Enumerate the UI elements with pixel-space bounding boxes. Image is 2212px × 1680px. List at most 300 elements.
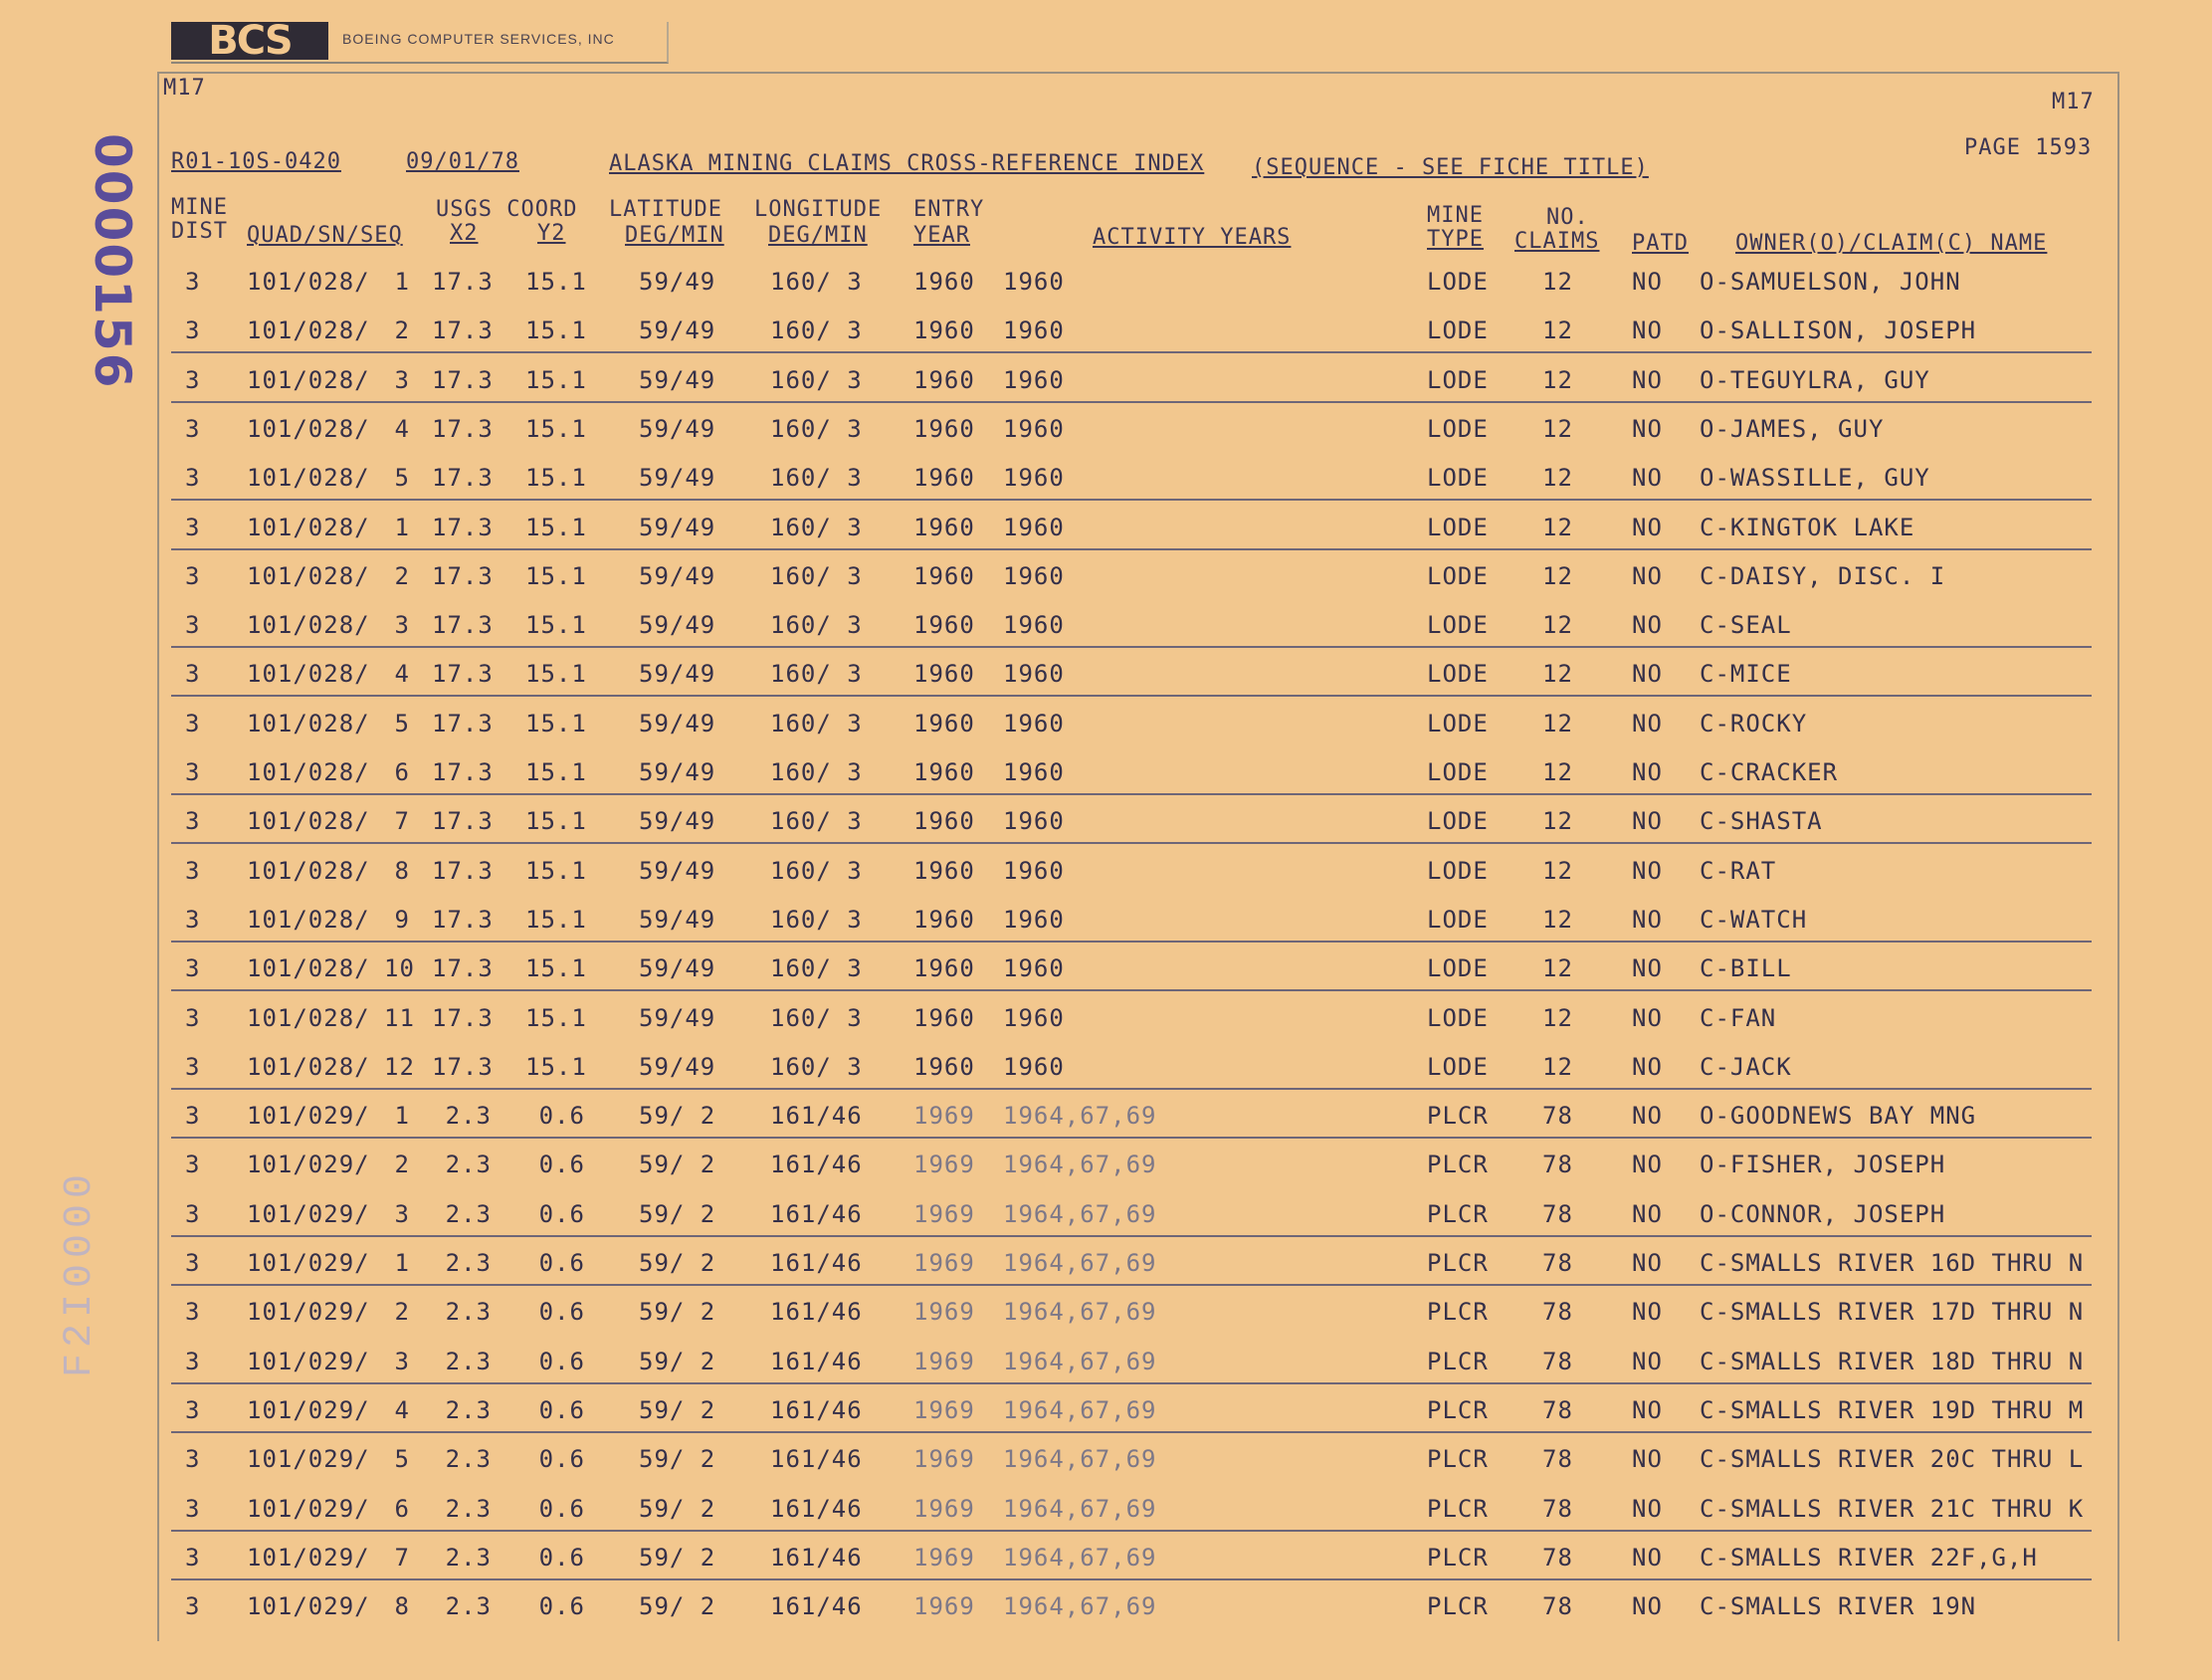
cell-y2: 15.1 xyxy=(525,905,587,934)
cell-activity-years: 1960 xyxy=(1003,807,1065,836)
cell-y2: 15.1 xyxy=(525,561,587,590)
cell-claim-name: C-SMALLS RIVER 19D THRU M xyxy=(1700,1395,2085,1424)
col-mine-type-1: MINE xyxy=(1427,203,1484,228)
cell-latitude: 59/ 2 xyxy=(639,1347,716,1375)
cell-longitude: 160/ 3 xyxy=(770,1052,863,1081)
cell-entry-year: 1960 xyxy=(913,1052,975,1081)
cell-entry-year: 1960 xyxy=(913,414,975,443)
cell-mine-type: LODE xyxy=(1427,464,1489,493)
table-row xyxy=(171,703,2092,744)
cell-y2: 15.1 xyxy=(525,709,587,737)
cell-x2: 17.3 xyxy=(432,660,494,689)
cell-seq: 1 xyxy=(394,513,410,541)
cell-x2: 17.3 xyxy=(432,464,494,493)
cell-claim-name: C-SMALLS RIVER 17D THRU N xyxy=(1700,1298,2085,1327)
cell-latitude: 59/ 2 xyxy=(639,1151,716,1179)
cell-quad: 101/028/ xyxy=(247,464,370,493)
table-row xyxy=(171,604,2092,648)
cell-x2: 2.3 xyxy=(445,1543,492,1572)
cell-latitude: 59/49 xyxy=(639,905,716,934)
cell-quad: 101/028/ xyxy=(247,856,370,885)
cell-patd: NO xyxy=(1632,365,1663,394)
cell-no-claims: 78 xyxy=(1542,1543,1573,1572)
cell-mine-dist: 3 xyxy=(185,807,201,836)
cell-seq: 5 xyxy=(394,1445,410,1474)
cell-mine-dist: 3 xyxy=(185,954,201,983)
cell-patd: NO xyxy=(1632,1543,1663,1572)
cell-mine-type: PLCR xyxy=(1427,1494,1489,1523)
cell-claim-name: C-SMALLS RIVER 18D THRU N xyxy=(1700,1347,2085,1375)
cell-seq: 1 xyxy=(394,1249,410,1277)
cell-activity-years: 1960 xyxy=(1003,1052,1065,1081)
cell-claim-name: C-SHASTA xyxy=(1700,807,1823,836)
cell-no-claims: 78 xyxy=(1542,1347,1573,1375)
cell-seq: 11 xyxy=(384,1003,415,1032)
cell-x2: 2.3 xyxy=(445,1592,492,1621)
col-owner-claim-name: OWNER(O)/CLAIM(C) NAME xyxy=(1735,231,2048,256)
cell-mine-type: LODE xyxy=(1427,1052,1489,1081)
cell-entry-year: 1960 xyxy=(913,365,975,394)
cell-y2: 15.1 xyxy=(525,660,587,689)
cell-no-claims: 78 xyxy=(1542,1151,1573,1179)
table-row xyxy=(171,1046,2092,1090)
col-no-claims-2: CLAIMS xyxy=(1514,229,1600,254)
cell-no-claims: 78 xyxy=(1542,1298,1573,1327)
cell-longitude: 160/ 3 xyxy=(770,561,863,590)
cell-longitude: 160/ 3 xyxy=(770,954,863,983)
report-title: ALASKA MINING CLAIMS CROSS-REFERENCE INDEX xyxy=(609,151,1205,176)
cell-mine-dist: 3 xyxy=(185,1543,201,1572)
cell-claim-name: O-CONNOR, JOSEPH xyxy=(1700,1199,1946,1228)
cell-entry-year: 1960 xyxy=(913,464,975,493)
report-date: 09/01/78 xyxy=(406,149,519,174)
table-row xyxy=(171,1585,2092,1627)
cell-y2: 0.6 xyxy=(538,1151,585,1179)
cell-x2: 17.3 xyxy=(432,561,494,590)
cell-patd: NO xyxy=(1632,1052,1663,1081)
cell-latitude: 59/ 2 xyxy=(639,1298,716,1327)
company-logo-bar xyxy=(171,18,669,64)
cell-mine-dist: 3 xyxy=(185,1592,201,1621)
table-row xyxy=(171,899,2092,943)
cell-entry-year: 1960 xyxy=(913,561,975,590)
cell-no-claims: 12 xyxy=(1542,316,1573,345)
cell-activity-years: 1964,67,69 xyxy=(1003,1151,1157,1179)
cell-longitude: 161/46 xyxy=(770,1298,863,1327)
cell-entry-year: 1969 xyxy=(913,1592,975,1621)
cell-claim-name: C-DAISY, DISC. I xyxy=(1700,561,1946,590)
cell-quad: 101/029/ xyxy=(247,1102,370,1131)
cell-patd: NO xyxy=(1632,954,1663,983)
cell-claim-name: C-MICE xyxy=(1700,660,1792,689)
table-row xyxy=(171,408,2092,450)
cell-mine-dist: 3 xyxy=(185,1052,201,1081)
table-row xyxy=(171,310,2092,353)
cell-latitude: 59/49 xyxy=(639,709,716,737)
cell-x2: 17.3 xyxy=(432,758,494,786)
col-quad: QUAD/SN/SEQ xyxy=(247,223,403,248)
cell-entry-year: 1960 xyxy=(913,807,975,836)
cell-no-claims: 12 xyxy=(1542,954,1573,983)
cell-entry-year: 1960 xyxy=(913,709,975,737)
cell-entry-year: 1969 xyxy=(913,1395,975,1424)
cell-entry-year: 1969 xyxy=(913,1249,975,1277)
cell-mine-type: LODE xyxy=(1427,660,1489,689)
cell-quad: 101/029/ xyxy=(247,1199,370,1228)
cell-mine-type: LODE xyxy=(1427,905,1489,934)
cell-latitude: 59/ 2 xyxy=(639,1249,716,1277)
cell-x2: 17.3 xyxy=(432,709,494,737)
cell-x2: 17.3 xyxy=(432,365,494,394)
cell-latitude: 59/ 2 xyxy=(639,1592,716,1621)
cell-patd: NO xyxy=(1632,1102,1663,1131)
cell-activity-years: 1964,67,69 xyxy=(1003,1592,1157,1621)
cell-activity-years: 1960 xyxy=(1003,709,1065,737)
table-row xyxy=(171,555,2092,597)
cell-entry-year: 1960 xyxy=(913,660,975,689)
cell-mine-dist: 3 xyxy=(185,1199,201,1228)
cell-activity-years: 1960 xyxy=(1003,758,1065,786)
cell-seq: 8 xyxy=(394,1592,410,1621)
cell-longitude: 160/ 3 xyxy=(770,807,863,836)
cell-mine-dist: 3 xyxy=(185,316,201,345)
cell-mine-type: LODE xyxy=(1427,365,1489,394)
cell-patd: NO xyxy=(1632,464,1663,493)
cell-latitude: 59/49 xyxy=(639,758,716,786)
col-longitude: LONGITUDE xyxy=(754,197,883,222)
side-code-text: F2I0000 xyxy=(58,1167,102,1377)
cell-longitude: 160/ 3 xyxy=(770,660,863,689)
cell-latitude: 59/49 xyxy=(639,1052,716,1081)
table-row xyxy=(171,1488,2092,1532)
cell-activity-years: 1964,67,69 xyxy=(1003,1298,1157,1327)
cell-no-claims: 12 xyxy=(1542,464,1573,493)
cell-quad: 101/029/ xyxy=(247,1298,370,1327)
cell-entry-year: 1969 xyxy=(913,1543,975,1572)
cell-activity-years: 1960 xyxy=(1003,954,1065,983)
cell-entry-year: 1960 xyxy=(913,513,975,541)
cell-latitude: 59/49 xyxy=(639,268,716,296)
cell-y2: 0.6 xyxy=(538,1592,585,1621)
cell-seq: 1 xyxy=(394,1102,410,1131)
col-mine-dist-1: MINE xyxy=(171,195,228,220)
cell-mine-dist: 3 xyxy=(185,1347,201,1375)
cell-latitude: 59/49 xyxy=(639,807,716,836)
cell-quad: 101/028/ xyxy=(247,1003,370,1032)
cell-claim-name: O-FISHER, JOSEPH xyxy=(1700,1151,1946,1179)
table-row xyxy=(171,1193,2092,1237)
table-row xyxy=(171,457,2092,501)
cell-seq: 3 xyxy=(394,1199,410,1228)
cell-quad: 101/028/ xyxy=(247,709,370,737)
cell-activity-years: 1964,67,69 xyxy=(1003,1102,1157,1131)
cell-patd: NO xyxy=(1632,316,1663,345)
side-serial-text: 0000156 xyxy=(84,133,141,390)
cell-latitude: 59/49 xyxy=(639,954,716,983)
cell-seq: 7 xyxy=(394,807,410,836)
cell-seq: 7 xyxy=(394,1543,410,1572)
table-row xyxy=(171,751,2092,795)
sequence-note: (SEQUENCE - SEE FICHE TITLE) xyxy=(1252,155,1649,180)
cell-activity-years: 1960 xyxy=(1003,268,1065,296)
cell-mine-type: PLCR xyxy=(1427,1445,1489,1474)
cell-claim-name: O-SALLISON, JOSEPH xyxy=(1700,316,1977,345)
cell-y2: 15.1 xyxy=(525,1003,587,1032)
cell-patd: NO xyxy=(1632,1592,1663,1621)
col-y2: Y2 xyxy=(537,221,566,246)
cell-mine-type: PLCR xyxy=(1427,1199,1489,1228)
cell-quad: 101/028/ xyxy=(247,268,370,296)
cell-latitude: 59/49 xyxy=(639,513,716,541)
cell-mine-type: LODE xyxy=(1427,1003,1489,1032)
cell-no-claims: 78 xyxy=(1542,1395,1573,1424)
cell-no-claims: 12 xyxy=(1542,807,1573,836)
cell-mine-dist: 3 xyxy=(185,709,201,737)
table-row xyxy=(171,1438,2092,1480)
cell-claim-name: C-CRACKER xyxy=(1700,758,1839,786)
cell-claim-name: C-RAT xyxy=(1700,856,1777,885)
cell-mine-type: LODE xyxy=(1427,758,1489,786)
cell-mine-dist: 3 xyxy=(185,268,201,296)
cell-no-claims: 78 xyxy=(1542,1249,1573,1277)
cell-y2: 0.6 xyxy=(538,1199,585,1228)
cell-mine-type: LODE xyxy=(1427,807,1489,836)
cell-quad: 101/029/ xyxy=(247,1445,370,1474)
cell-mine-dist: 3 xyxy=(185,1298,201,1327)
cell-x2: 2.3 xyxy=(445,1199,492,1228)
cell-y2: 0.6 xyxy=(538,1445,585,1474)
cell-patd: NO xyxy=(1632,758,1663,786)
cell-quad: 101/028/ xyxy=(247,954,370,983)
cell-mine-type: PLCR xyxy=(1427,1298,1489,1327)
cell-quad: 101/029/ xyxy=(247,1494,370,1523)
col-activity-years: ACTIVITY YEARS xyxy=(1093,225,1292,250)
cell-x2: 2.3 xyxy=(445,1249,492,1277)
cell-mine-dist: 3 xyxy=(185,905,201,934)
page-number: PAGE 1593 xyxy=(1964,135,2093,160)
cell-claim-name: O-SAMUELSON, JOHN xyxy=(1700,268,1961,296)
cell-longitude: 160/ 3 xyxy=(770,709,863,737)
cell-y2: 0.6 xyxy=(538,1494,585,1523)
side-serial-stamp xyxy=(84,133,145,390)
cell-mine-dist: 3 xyxy=(185,1003,201,1032)
cell-quad: 101/028/ xyxy=(247,758,370,786)
cell-seq: 2 xyxy=(394,561,410,590)
cell-x2: 17.3 xyxy=(432,414,494,443)
cell-mine-dist: 3 xyxy=(185,414,201,443)
cell-mine-type: PLCR xyxy=(1427,1102,1489,1131)
table-row xyxy=(171,850,2092,892)
cell-patd: NO xyxy=(1632,660,1663,689)
cell-patd: NO xyxy=(1632,709,1663,737)
cell-longitude: 161/46 xyxy=(770,1592,863,1621)
cell-quad: 101/028/ xyxy=(247,611,370,640)
cell-x2: 17.3 xyxy=(432,316,494,345)
cell-mine-dist: 3 xyxy=(185,464,201,493)
cell-seq: 5 xyxy=(394,464,410,493)
cell-y2: 15.1 xyxy=(525,316,587,345)
col-lat-degmin: DEG/MIN xyxy=(625,223,724,248)
cell-mine-dist: 3 xyxy=(185,611,201,640)
cell-x2: 2.3 xyxy=(445,1494,492,1523)
cell-patd: NO xyxy=(1632,268,1663,296)
cell-patd: NO xyxy=(1632,1347,1663,1375)
cell-activity-years: 1964,67,69 xyxy=(1003,1543,1157,1572)
cell-seq: 3 xyxy=(394,365,410,394)
cell-x2: 17.3 xyxy=(432,905,494,934)
cell-entry-year: 1960 xyxy=(913,611,975,640)
cell-activity-years: 1960 xyxy=(1003,561,1065,590)
cell-mine-type: PLCR xyxy=(1427,1543,1489,1572)
cell-longitude: 161/46 xyxy=(770,1543,863,1572)
cell-seq: 9 xyxy=(394,905,410,934)
table-row xyxy=(171,1095,2092,1139)
cell-entry-year: 1960 xyxy=(913,758,975,786)
cell-x2: 17.3 xyxy=(432,1003,494,1032)
cell-patd: NO xyxy=(1632,1199,1663,1228)
cell-longitude: 160/ 3 xyxy=(770,856,863,885)
cell-patd: NO xyxy=(1632,1445,1663,1474)
cell-mine-type: LODE xyxy=(1427,709,1489,737)
cell-claim-name: C-ROCKY xyxy=(1700,709,1808,737)
cell-quad: 101/029/ xyxy=(247,1151,370,1179)
cell-no-claims: 12 xyxy=(1542,561,1573,590)
cell-mine-dist: 3 xyxy=(185,561,201,590)
cell-activity-years: 1960 xyxy=(1003,856,1065,885)
cell-no-claims: 12 xyxy=(1542,365,1573,394)
cell-mine-type: LODE xyxy=(1427,414,1489,443)
cell-quad: 101/028/ xyxy=(247,807,370,836)
cell-quad: 101/029/ xyxy=(247,1543,370,1572)
table-row xyxy=(171,1389,2092,1433)
cell-longitude: 161/46 xyxy=(770,1199,863,1228)
cell-mine-type: LODE xyxy=(1427,316,1489,345)
cell-longitude: 161/46 xyxy=(770,1249,863,1277)
cell-seq: 10 xyxy=(384,954,415,983)
cell-entry-year: 1960 xyxy=(913,954,975,983)
cell-entry-year: 1969 xyxy=(913,1298,975,1327)
cell-entry-year: 1960 xyxy=(913,1003,975,1032)
cell-mine-dist: 3 xyxy=(185,1102,201,1131)
cell-activity-years: 1960 xyxy=(1003,1003,1065,1032)
cell-claim-name: O-WASSILLE, GUY xyxy=(1700,464,1930,493)
cell-mine-type: PLCR xyxy=(1427,1249,1489,1277)
col-no-claims-1: NO. xyxy=(1546,205,1589,230)
cell-quad: 101/028/ xyxy=(247,414,370,443)
cell-entry-year: 1960 xyxy=(913,905,975,934)
cell-latitude: 59/ 2 xyxy=(639,1445,716,1474)
cell-mine-type: LODE xyxy=(1427,513,1489,541)
cell-seq: 1 xyxy=(394,268,410,296)
cell-no-claims: 12 xyxy=(1542,1003,1573,1032)
cell-longitude: 160/ 3 xyxy=(770,758,863,786)
cell-x2: 17.3 xyxy=(432,954,494,983)
cell-y2: 0.6 xyxy=(538,1347,585,1375)
table-row xyxy=(171,507,2092,550)
cell-latitude: 59/ 2 xyxy=(639,1494,716,1523)
cell-y2: 15.1 xyxy=(525,758,587,786)
table-row xyxy=(171,1291,2092,1333)
cell-mine-type: LODE xyxy=(1427,268,1489,296)
cell-no-claims: 78 xyxy=(1542,1592,1573,1621)
cell-activity-years: 1960 xyxy=(1003,365,1065,394)
cell-latitude: 59/49 xyxy=(639,464,716,493)
cell-activity-years: 1960 xyxy=(1003,414,1065,443)
cell-no-claims: 78 xyxy=(1542,1199,1573,1228)
cell-x2: 17.3 xyxy=(432,268,494,296)
cell-claim-name: C-SMALLS RIVER 16D THRU N xyxy=(1700,1249,2085,1277)
col-lon-degmin: DEG/MIN xyxy=(768,223,868,248)
cell-mine-type: PLCR xyxy=(1427,1347,1489,1375)
cell-y2: 15.1 xyxy=(525,611,587,640)
cell-entry-year: 1969 xyxy=(913,1151,975,1179)
cell-quad: 101/028/ xyxy=(247,316,370,345)
cell-no-claims: 12 xyxy=(1542,758,1573,786)
cell-activity-years: 1964,67,69 xyxy=(1003,1199,1157,1228)
cell-x2: 17.3 xyxy=(432,807,494,836)
cell-mine-dist: 3 xyxy=(185,1395,201,1424)
cell-seq: 12 xyxy=(384,1052,415,1081)
cell-activity-years: 1960 xyxy=(1003,513,1065,541)
cell-no-claims: 12 xyxy=(1542,513,1573,541)
cell-patd: NO xyxy=(1632,1298,1663,1327)
cell-claim-name: C-WATCH xyxy=(1700,905,1808,934)
cell-quad: 101/028/ xyxy=(247,513,370,541)
cell-seq: 3 xyxy=(394,611,410,640)
cell-latitude: 59/49 xyxy=(639,856,716,885)
col-usgs-coord: USGS COORD xyxy=(436,197,578,222)
cell-patd: NO xyxy=(1632,513,1663,541)
cell-activity-years: 1964,67,69 xyxy=(1003,1249,1157,1277)
table-row xyxy=(171,947,2092,991)
cell-entry-year: 1969 xyxy=(913,1199,975,1228)
cell-quad: 101/028/ xyxy=(247,1052,370,1081)
cell-seq: 3 xyxy=(394,1347,410,1375)
cell-no-claims: 78 xyxy=(1542,1445,1573,1474)
cell-mine-type: LODE xyxy=(1427,856,1489,885)
cell-latitude: 59/49 xyxy=(639,561,716,590)
cell-quad: 101/028/ xyxy=(247,660,370,689)
cell-y2: 0.6 xyxy=(538,1298,585,1327)
table-row xyxy=(171,653,2092,697)
cell-activity-years: 1964,67,69 xyxy=(1003,1445,1157,1474)
cell-y2: 15.1 xyxy=(525,856,587,885)
cell-y2: 15.1 xyxy=(525,807,587,836)
cell-x2: 17.3 xyxy=(432,513,494,541)
cell-latitude: 59/49 xyxy=(639,1003,716,1032)
table-row xyxy=(171,261,2092,303)
cell-mine-dist: 3 xyxy=(185,856,201,885)
cell-seq: 5 xyxy=(394,709,410,737)
cell-quad: 101/028/ xyxy=(247,561,370,590)
cell-mine-dist: 3 xyxy=(185,660,201,689)
cell-latitude: 59/ 2 xyxy=(639,1543,716,1572)
cell-entry-year: 1969 xyxy=(913,1445,975,1474)
cell-x2: 2.3 xyxy=(445,1102,492,1131)
cell-latitude: 59/49 xyxy=(639,365,716,394)
cell-claim-name: C-SMALLS RIVER 19N xyxy=(1700,1592,1977,1621)
col-mine-dist-2: DIST xyxy=(171,219,228,244)
cell-patd: NO xyxy=(1632,414,1663,443)
cell-activity-years: 1960 xyxy=(1003,316,1065,345)
cell-mine-dist: 3 xyxy=(185,758,201,786)
cell-no-claims: 12 xyxy=(1542,905,1573,934)
cell-longitude: 160/ 3 xyxy=(770,268,863,296)
cell-quad: 101/029/ xyxy=(247,1249,370,1277)
cell-longitude: 161/46 xyxy=(770,1151,863,1179)
cell-seq: 4 xyxy=(394,660,410,689)
cell-activity-years: 1960 xyxy=(1003,905,1065,934)
